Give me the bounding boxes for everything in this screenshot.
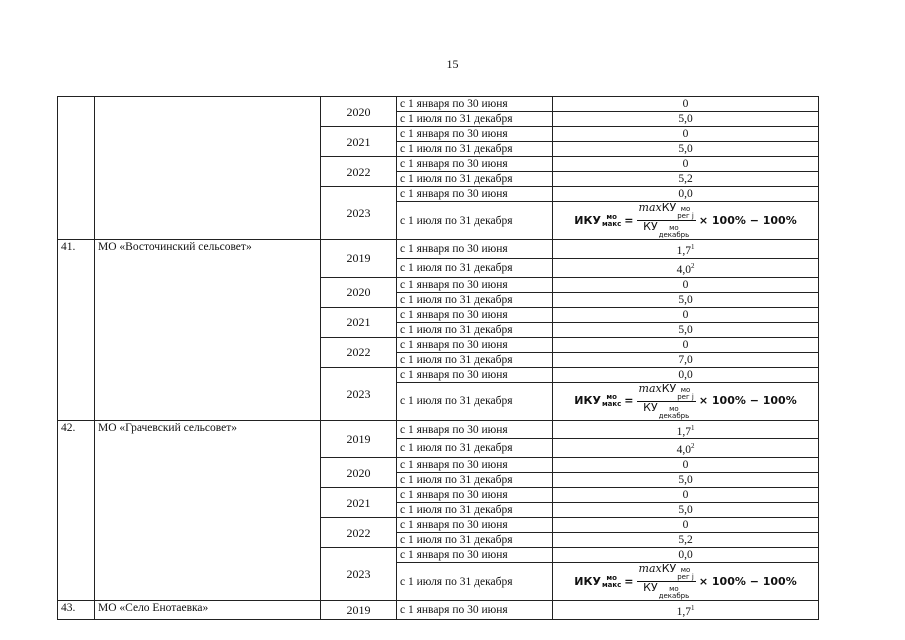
formula-equals: = xyxy=(624,213,634,227)
formula-fraction xyxy=(637,383,696,420)
value-cell xyxy=(553,292,819,307)
formula-lhs-sub: макс xyxy=(601,400,622,409)
year-cell: 2021 xyxy=(321,307,397,337)
value-text: 0 xyxy=(682,128,689,140)
formula-den-sup: мо xyxy=(669,404,679,413)
period-cell: с 1 января по 30 июня xyxy=(397,127,553,142)
period-cell: с 1 июля по 31 декабря xyxy=(397,292,553,307)
year-cell: 2020 xyxy=(321,458,397,488)
formula-lhs-main: ИКУ xyxy=(574,394,601,408)
value-text: 7,0 xyxy=(678,353,693,366)
value-cell xyxy=(553,258,819,277)
formula-num-scripts xyxy=(677,567,694,581)
formula-lhs-sup: мо xyxy=(606,212,617,221)
value-cell xyxy=(553,533,819,548)
formula-num-scripts xyxy=(677,206,694,220)
value-cell xyxy=(553,240,819,259)
value-cell xyxy=(553,420,819,439)
value-cell xyxy=(553,382,819,420)
value-text: 0 xyxy=(682,308,689,321)
period-cell: с 1 января по 30 июня xyxy=(397,307,553,322)
footnote-mark: 1 xyxy=(690,604,695,613)
value-cell xyxy=(553,322,819,337)
year-cell: 2022 xyxy=(321,157,397,187)
period-cell: с 1 января по 30 июня xyxy=(397,367,553,382)
row-number xyxy=(58,97,95,240)
municipality-name: МО «Село Енотаевка» xyxy=(95,601,321,620)
value-cell xyxy=(553,157,819,172)
formula xyxy=(574,383,796,420)
period-cell: с 1 января по 30 июня xyxy=(397,488,553,503)
value-text: 5,0 xyxy=(678,323,693,336)
formula-denominator xyxy=(641,582,691,600)
value-text: 5,2 xyxy=(678,534,693,547)
year-cell: 2023 xyxy=(321,367,397,420)
formula-lhs-main: ИКУ xyxy=(574,574,601,588)
formula-num-prefix: max xyxy=(638,382,662,395)
period-cell: с 1 января по 30 июня xyxy=(397,240,553,259)
year-cell: 2019 xyxy=(321,240,397,278)
value-text: 5,0 xyxy=(678,293,693,306)
formula-num-main: КУ xyxy=(661,201,677,214)
footnote-mark: 1 xyxy=(690,243,695,251)
period-cell: с 1 июля по 31 декабря xyxy=(397,202,553,240)
value-text: 0 xyxy=(682,338,689,351)
formula-numerator xyxy=(637,202,696,221)
year-cell: 2023 xyxy=(321,548,397,601)
value-text: 5,0 xyxy=(678,143,693,155)
value-text: 0,0 xyxy=(678,549,693,562)
formula-lhs-sup: мо xyxy=(606,393,617,402)
period-cell: с 1 июля по 31 декабря xyxy=(397,503,553,518)
formula-lhs-sup: мо xyxy=(606,573,617,582)
value-text: 0 xyxy=(682,278,689,291)
page-number: 15 xyxy=(446,57,459,71)
year-cell: 2022 xyxy=(321,518,397,548)
period-cell: с 1 января по 30 июня xyxy=(397,277,553,292)
value-cell xyxy=(553,187,819,202)
formula-lhs xyxy=(574,575,621,589)
formula-num-prefix: max xyxy=(638,201,662,214)
value-text: 5,2 xyxy=(678,173,693,185)
formula-lhs xyxy=(574,214,621,228)
value-cell xyxy=(553,601,819,620)
value-text: 4,0 xyxy=(676,263,691,276)
formula xyxy=(574,563,796,600)
value-cell xyxy=(553,473,819,488)
formula-den-main: КУ xyxy=(643,400,658,414)
formula-lhs-sub: макс xyxy=(601,219,622,228)
year-cell: 2022 xyxy=(321,337,397,367)
period-cell: с 1 января по 30 июня xyxy=(397,601,553,620)
footnote-mark: 2 xyxy=(690,442,695,451)
table-row xyxy=(58,420,819,439)
year-cell: 2021 xyxy=(321,127,397,157)
period-cell: с 1 января по 30 июня xyxy=(397,97,553,112)
period-cell: с 1 июля по 31 декабря xyxy=(397,382,553,420)
value-cell xyxy=(553,563,819,601)
formula-num-main: КУ xyxy=(661,562,677,576)
formula-numerator xyxy=(637,563,696,582)
year-cell: 2019 xyxy=(321,601,397,620)
formula-num-sub: рег j xyxy=(677,212,694,220)
value-text: 0 xyxy=(682,489,689,502)
value-cell xyxy=(553,127,819,142)
value-cell xyxy=(553,97,819,112)
value-text: 0 xyxy=(682,158,689,170)
value-cell xyxy=(553,488,819,503)
value-text: 0 xyxy=(682,519,689,532)
year-cell: 2023 xyxy=(321,187,397,240)
period-cell: с 1 января по 30 июня xyxy=(397,458,553,473)
value-text: 4,0 xyxy=(676,444,691,457)
formula-num-sup: мо xyxy=(680,385,691,394)
formula-den-sup: мо xyxy=(669,224,679,232)
footnote-mark: 1 xyxy=(690,423,695,432)
value-cell xyxy=(553,439,819,458)
period-cell: с 1 июля по 31 декабря xyxy=(397,112,553,127)
formula xyxy=(574,202,796,239)
value-text: 0,0 xyxy=(678,368,693,381)
formula-fraction xyxy=(637,202,696,239)
value-text: 5,0 xyxy=(678,474,693,487)
formula-num-sup: мо xyxy=(680,566,691,575)
formula-num-sub: рег j xyxy=(677,392,694,401)
period-cell: с 1 января по 30 июня xyxy=(397,337,553,352)
period-cell: с 1 июля по 31 декабря xyxy=(397,322,553,337)
period-cell: с 1 июля по 31 декабря xyxy=(397,352,553,367)
formula-num-scripts xyxy=(677,387,694,401)
formula-den-main: КУ xyxy=(643,581,658,595)
formula-lhs xyxy=(574,394,621,408)
municipality-name: МО «Грачевский сельсовет» xyxy=(95,420,321,601)
footnote-mark: 2 xyxy=(690,261,695,270)
period-cell: с 1 июля по 31 декабря xyxy=(397,172,553,187)
value-text: 0 xyxy=(682,98,689,110)
period-cell: с 1 июля по 31 декабря xyxy=(397,439,553,458)
row-number: 41. xyxy=(58,240,95,421)
period-cell: с 1 января по 30 июня xyxy=(397,548,553,563)
value-cell xyxy=(553,172,819,187)
value-cell xyxy=(553,307,819,322)
formula-fraction xyxy=(637,563,696,600)
formula-den-sup: мо xyxy=(669,585,679,594)
formula-num-main: КУ xyxy=(661,382,677,395)
value-cell xyxy=(553,112,819,127)
value-cell xyxy=(553,367,819,382)
formula-num-sub: рег j xyxy=(677,573,694,582)
formula-den-scripts xyxy=(659,586,690,600)
formula-equals: = xyxy=(624,574,634,588)
table-row xyxy=(58,601,819,620)
formula-den-scripts xyxy=(659,406,690,420)
formula-lhs-scripts xyxy=(602,214,621,228)
formula-den-sub: декабрь xyxy=(658,411,690,420)
value-cell xyxy=(553,503,819,518)
row-number: 42. xyxy=(58,420,95,601)
year-cell: 2021 xyxy=(321,488,397,518)
period-cell: с 1 июля по 31 декабря xyxy=(397,258,553,277)
table-row xyxy=(58,97,819,112)
value-text: 1,7 xyxy=(676,425,691,438)
period-cell: с 1 января по 30 июня xyxy=(397,157,553,172)
formula-denominator xyxy=(641,221,691,239)
formula-equals: = xyxy=(624,394,634,408)
formula-numerator xyxy=(637,383,696,402)
value-cell xyxy=(553,202,819,240)
value-cell xyxy=(553,352,819,367)
period-cell: с 1 июля по 31 декабря xyxy=(397,473,553,488)
formula-lhs-scripts xyxy=(602,394,621,408)
formula-lhs-scripts xyxy=(602,575,621,589)
municipality-name: МО «Восточинский сельсовет» xyxy=(95,240,321,421)
value-text: 0,0 xyxy=(678,188,693,200)
formula-den-sub: декабрь xyxy=(658,592,690,601)
table-row xyxy=(58,240,819,259)
formula-num-prefix: max xyxy=(638,562,662,576)
period-cell: с 1 июля по 31 декабря xyxy=(397,563,553,601)
value-cell xyxy=(553,277,819,292)
period-cell: с 1 января по 30 июня xyxy=(397,187,553,202)
formula-den-sub: декабрь xyxy=(658,231,690,239)
value-text: 1,7 xyxy=(676,606,691,619)
formula-denominator xyxy=(641,402,691,420)
period-cell: с 1 января по 30 июня xyxy=(397,420,553,439)
municipality-name xyxy=(95,97,321,240)
period-cell: с 1 января по 30 июня xyxy=(397,518,553,533)
formula-den-scripts xyxy=(659,225,690,239)
value-text: 5,0 xyxy=(678,113,693,125)
year-cell: 2020 xyxy=(321,277,397,307)
value-cell xyxy=(553,337,819,352)
year-cell: 2020 xyxy=(321,97,397,127)
year-cell: 2019 xyxy=(321,420,397,458)
tariff-table xyxy=(57,96,819,620)
formula-lhs-main: ИКУ xyxy=(574,213,601,227)
period-cell: с 1 июля по 31 декабря xyxy=(397,142,553,157)
value-cell xyxy=(553,518,819,533)
value-text: 0 xyxy=(682,459,689,472)
formula-tail: × 100% − 100% xyxy=(698,574,797,588)
value-text: 1,7 xyxy=(676,244,691,257)
period-cell: с 1 июля по 31 декабря xyxy=(397,533,553,548)
value-cell xyxy=(553,458,819,473)
formula-num-sup: мо xyxy=(680,205,691,213)
formula-den-main: КУ xyxy=(643,220,658,233)
formula-tail: × 100% − 100% xyxy=(698,394,797,408)
formula-lhs-sub: макс xyxy=(601,580,622,589)
row-number: 43. xyxy=(58,601,95,620)
value-cell xyxy=(553,142,819,157)
formula-tail: × 100% − 100% xyxy=(698,213,797,227)
value-cell xyxy=(553,548,819,563)
value-text: 5,0 xyxy=(678,504,693,517)
